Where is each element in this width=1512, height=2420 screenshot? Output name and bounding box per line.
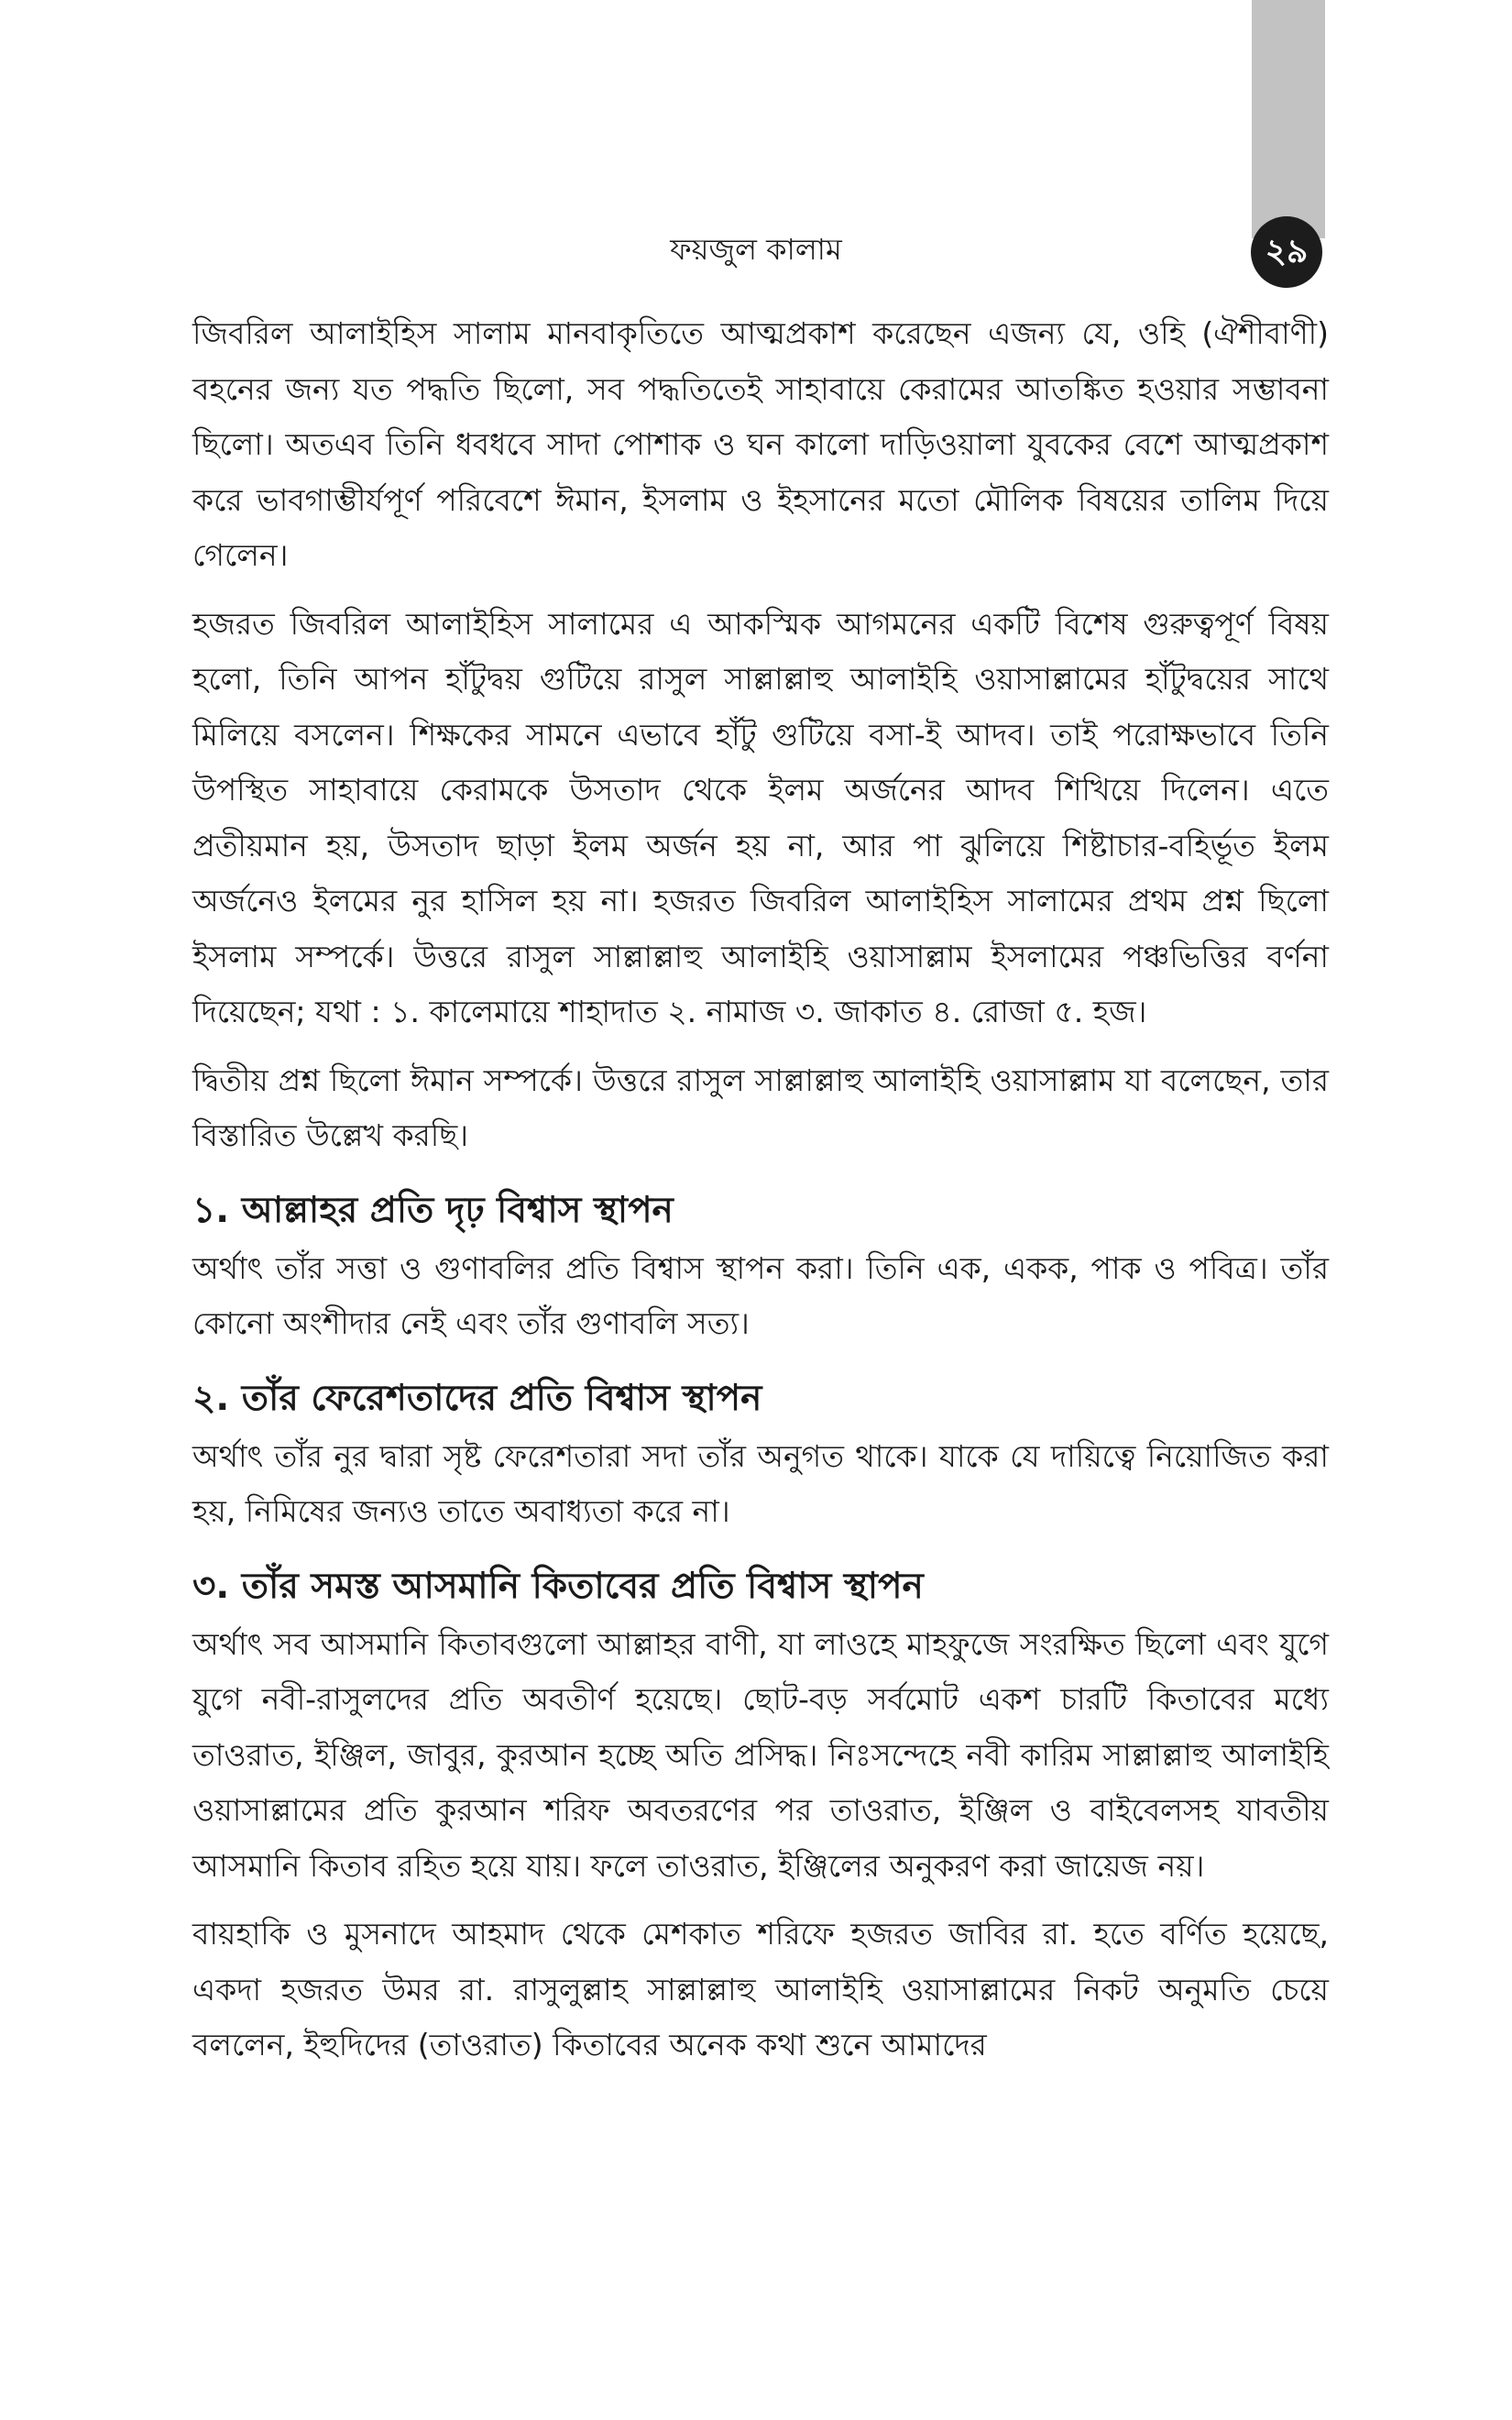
paragraph-1: জিবরিল আলাইহিস সালাম মানবাকৃতিতে আত্মপ্রকাশ করেছেন এজন্য যে, ওহি (ঐশীবাণী) বহনের জন্য যত পদ্ধতি ছিলো, সব পদ্ধতিতেই সাহাবায়ে কেরামের আতঙ্কিত হওয়ার সম্ভাবনা ছিলো। অতএব তিনি ধবধবে সাদা পোশাক ও ঘন কালো দাড়িওয়ালা যুবকের বেশে আত্মপ্রকাশ করে ভাবগাম্ভীর্যপূর্ণ পরিবেশে ঈমান, ইসলাম ও ইহসানের মতো মৌলিক বিষয়ের তালিম দিয়ে গেলেন। bbox=[192, 315, 1329, 573]
page-body bbox=[192, 306, 1329, 2086]
page-number-badge: ২৯ bbox=[1251, 216, 1322, 288]
paragraph-6: অর্থাৎ সব আসমানি কিতাবগুলো আল্লাহর বাণী, যা লাওহে মাহফুজে সংরক্ষিত ছিলো এবং যুগে যুগে নবী-রাসুলদের প্রতি অবতীর্ণ হয়েছে। ছোট-বড় সর্বমোট একশ চারটি কিতাবের মধ্যে তাওরাত, ইঞ্জিল, জাবুর, কুরআন হচ্ছে অতি প্রসিদ্ধ। নিঃসন্দেহে নবী কারিম সাল্লাল্লাহু আলাইহি ওয়াসাল্লামের প্রতি কুরআন শরিফ অবতরণের পর তাওরাত, ইঞ্জিল ও বাইবেলসহ যাবতীয় আসমানি কিতাব রহিত হয়ে যায়। ফলে তাওরাত, ইঞ্জিলের অনুকরণ করা জায়েজ নয়। bbox=[192, 1625, 1329, 1884]
paragraph-3: দ্বিতীয় প্রশ্ন ছিলো ঈমান সম্পর্কে। উত্তরে রাসুল সাল্লাল্লাহু আলাইহি ওয়াসাল্লাম যা বলেছেন, তার বিস্তারিত উল্লেখ করছি। bbox=[192, 1062, 1329, 1153]
section-heading-3: ৩. তাঁর সমস্ত আসমানি কিতাবের প্রতি বিশ্বাস স্থাপন bbox=[192, 1565, 924, 1607]
paragraph-2: হজরত জিবরিল আলাইহিস সালামের এ আকস্মিক আগমনের একটি বিশেষ গুরুত্বপূর্ণ বিষয় হলো, তিনি আপন হাঁটুদ্বয় গুটিয়ে রাসুল সাল্লাল্লাহু আলাইহি ওয়াসাল্লামের হাঁটুদ্বয়ের সাথে মিলিয়ে বসলেন। শিক্ষকের সামনে এভাবে হাঁটু গুটিয়ে বসা-ই আদব। তাই পরোক্ষভাবে তিনি উপস্থিত সাহাবায়ে কেরামকে উসতাদ থেকে ইলম অর্জনের আদব শিখিয়ে দিলেন। এতে প্রতীয়মান হয়, উসতাদ ছাড়া ইলম অর্জন হয় না, আর পা ঝুলিয়ে শিষ্টাচার-বহির্ভূত ইলম অর্জনেও ইলমের নুর হাসিল হয় না। হজরত জিবরিল আলাইহিস সালামের প্রথম প্রশ্ন ছিলো ইসলাম সম্পর্কে। উত্তরে রাসুল সাল্লাল্লাহু আলাইহি ওয়াসাল্লাম ইসলামের পঞ্চভিত্তির বর্ণনা দিয়েছেন; যথা : ১. কালেমায়ে শাহাদাত ২. নামাজ ৩. জাকাত ৪. রোজা ৫. হজ। bbox=[192, 605, 1329, 1029]
section-heading-1: ১. আল্লাহর প্রতি দৃঢ় বিশ্বাস স্থাপন bbox=[192, 1189, 674, 1231]
running-header-title: ফয়জুল কালাম bbox=[670, 232, 842, 267]
paragraph-7: বায়হাকি ও মুসনাদে আহমাদ থেকে মেশকাত শরিফে হজরত জাবির রা. হতে বর্ণিত হয়েছে, একদা হজরত উমর রা. রাসুলুল্লাহ সাল্লাল্লাহু আলাইহি ওয়াসাল্লামের নিকট অনুমতি চেয়ে বললেন, ইহুদিদের (তাওরাত) কিতাবের অনেক কথা শুনে আমাদের bbox=[192, 1916, 1329, 2062]
page-edge-tab bbox=[1252, 0, 1325, 238]
paragraph-4: অর্থাৎ তাঁর সত্তা ও গুণাবলির প্রতি বিশ্বাস স্থাপন করা। তিনি এক, একক, পাক ও পবিত্র। তাঁর কোনো অংশীদার নেই এবং তাঁর গুণাবলি সত্য। bbox=[192, 1249, 1329, 1341]
paragraph-5: অর্থাৎ তাঁর নুর দ্বারা সৃষ্ট ফেরেশতারা সদা তাঁর অনুগত থাকে। যাকে যে দায়িত্বে নিয়োজিত করা হয়, নিমিষের জন্যও তাতে অবাধ্যতা করে না। bbox=[192, 1437, 1329, 1529]
section-heading-2: ২. তাঁর ফেরেশতাদের প্রতি বিশ্বাস স্থাপন bbox=[192, 1377, 762, 1419]
